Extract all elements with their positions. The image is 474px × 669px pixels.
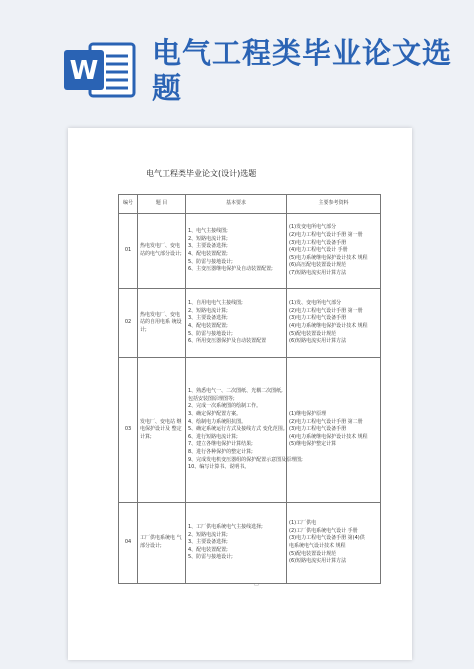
table-header-row xyxy=(119,195,381,214)
requirement-item: 6、进行短路电流计算; xyxy=(188,433,238,440)
reference-item: (1)继电保护原理 xyxy=(289,411,327,418)
row-requirements xyxy=(186,289,287,358)
row-topic: 工厂供电系统电 气部分设计; xyxy=(138,503,186,584)
requirement-item: 2、短路电流计算; xyxy=(188,531,228,538)
reference-item: (3)电力工程电气设备手册 xyxy=(289,315,347,322)
reference-item: (1)发、变电所电气部分 xyxy=(289,300,342,307)
header-number: 编号 xyxy=(119,195,138,214)
reference-item: (4)电力系统继电保护设计技术 规程 xyxy=(289,323,368,329)
table-row xyxy=(119,358,381,503)
requirement-item: 9、完成发电机变压器组的保护配置示意图及原理图; xyxy=(188,456,303,463)
reference-item: (4)电力系统继电保护设计技术 规程 xyxy=(289,433,368,440)
requirement-item: 包括安装图原理图等; xyxy=(188,395,235,402)
reference-item: (2)电力工程电气设计手册 第二册 xyxy=(289,418,363,425)
reference-item: (5)电力系统继电保护设计技术 规程 xyxy=(289,254,368,261)
reference-item: (2)电力工程电气设计手册 第一册 xyxy=(289,232,363,239)
reference-item: (4)电力工程电气设计 手册 xyxy=(289,247,348,254)
requirement-item: 3、主要设备选择; xyxy=(188,243,228,250)
reference-item: (3)电力工程电气设备手册 xyxy=(289,239,347,246)
reference-item: (5)配电装置设计规范 xyxy=(289,330,337,337)
requirement-item: 2、短路电流计算; xyxy=(188,307,228,314)
row-number: 03 xyxy=(119,358,138,503)
requirement-item: 8、进行各种保护的整定计算; xyxy=(188,448,253,455)
row-number: 04 xyxy=(119,503,138,584)
word-document-icon xyxy=(62,40,136,100)
document-page xyxy=(68,128,412,660)
requirement-item: 4、配电装置配置; xyxy=(188,323,228,329)
row-number: 02 xyxy=(119,289,138,358)
requirement-item: 5、防雷与接地设计; xyxy=(188,258,233,265)
requirement-item: 7、建立各继电保护计算结果; xyxy=(188,441,253,448)
reference-item: (5)配电装置设计规范 xyxy=(289,550,337,557)
table-row xyxy=(119,503,381,584)
reference-item: (2)工厂供电系统电气设计 手册 xyxy=(289,527,358,534)
requirement-item: 1、工厂供电系统电气主接线选择; xyxy=(188,524,263,531)
reference-item: (2)电力工程电气设计手册 第一册 xyxy=(289,307,363,314)
requirement-item: 5、确定系统运行方式及接线方式 变化范围。 xyxy=(188,426,288,433)
header-topic: 题 目 xyxy=(138,195,186,214)
reference-item: (6)短路电流实用计算方法 xyxy=(289,558,347,565)
header-requirements: 基本要求 xyxy=(186,195,287,214)
requirement-item: 1、自用电电气主接线图; xyxy=(188,300,243,307)
requirement-item: 2、短路电流计算; xyxy=(188,235,228,242)
requirement-item: 4、绘制电力系统阻抗图。 xyxy=(188,418,247,425)
row-topic: 发电厂、变电站 继电保护设计及 整定计算; xyxy=(138,358,186,503)
requirement-item: 5、防雷与接地设计; xyxy=(188,554,233,561)
header-references: 主要参考资料 xyxy=(287,195,381,214)
table-row xyxy=(119,289,381,358)
requirement-item: 6、所用变压器保护及自动装置配置 xyxy=(188,338,267,345)
row-number: 01 xyxy=(119,214,138,289)
reference-item: (1)发变电所电气部分 xyxy=(289,224,337,231)
requirement-item: 3、确定保护配置方案。 xyxy=(188,411,242,418)
reference-item: (5)继电保护整定计算 xyxy=(289,441,337,448)
topics-table xyxy=(118,194,381,584)
row-references xyxy=(287,214,381,289)
banner xyxy=(0,0,474,130)
document-title: 电气工程类毕业论文(设计)选题 xyxy=(146,169,257,178)
row-references xyxy=(287,503,381,584)
reference-item: (7)短路电流实用计算方法 xyxy=(289,269,347,276)
table-row xyxy=(119,214,381,289)
requirement-item: 1、熟悉电气一、二次图纸、光耦二次图纸, xyxy=(188,388,283,395)
requirement-item: 4、配电装置配置; xyxy=(188,251,228,257)
requirement-item: 3、主要设备选择; xyxy=(188,315,228,322)
requirement-item: 10、编写计算书、说明书。 xyxy=(188,464,250,471)
row-topic: 热电发电厂、变电站的电气部分设计; xyxy=(138,214,186,289)
reference-item: (3)电力工程电气设备手册 xyxy=(289,426,347,433)
requirement-item: 3、主要设备选择; xyxy=(188,539,228,546)
row-requirements xyxy=(186,503,287,584)
requirement-item: 5、防雷与接地设计; xyxy=(188,330,233,337)
reference-item: (3)电力工程电气设备手册 第(4)供 xyxy=(289,535,365,542)
reference-item: (1)工厂供电 xyxy=(289,520,317,527)
requirement-item: 1、电气主接线图; xyxy=(188,228,228,235)
page-footer-mark: ▭ xyxy=(254,582,259,588)
row-requirements xyxy=(186,214,287,289)
reference-item: 电系统电气设计技术 规程 xyxy=(289,543,346,549)
requirement-item: 6、主变压器继电保护及自动装置配置; xyxy=(188,266,273,273)
reference-item: (6)短路电流实用计算方法 xyxy=(289,338,347,345)
row-references xyxy=(287,358,381,503)
requirement-item: 4、配电装置配置; xyxy=(188,546,228,553)
svg-text:W: W xyxy=(69,56,99,86)
requirement-item: 2、完成一次系统图的绘制工作。 xyxy=(188,403,262,410)
row-topic: 热电发电厂、变电站的自用电系 统设计; xyxy=(138,289,186,358)
row-references xyxy=(287,289,381,358)
row-requirements xyxy=(186,358,303,503)
banner-title: 电气工程类毕业论文选题 xyxy=(152,36,453,105)
reference-item: (6)高压配电装置设计规范 xyxy=(289,262,347,269)
